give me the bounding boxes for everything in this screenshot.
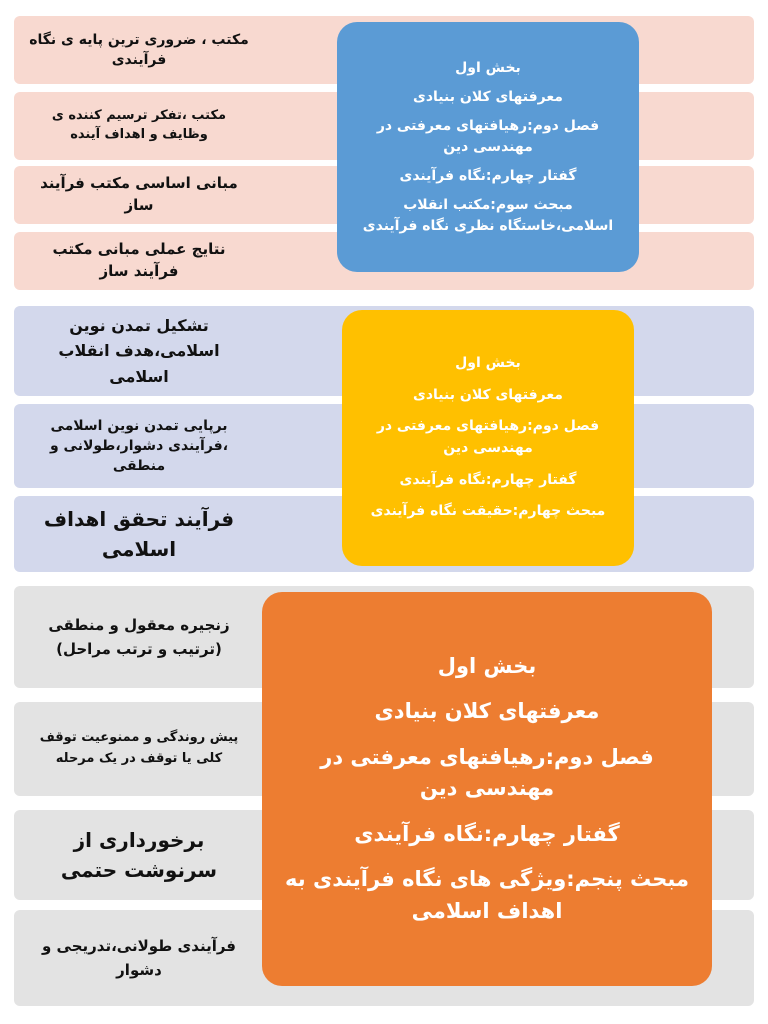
section1-part-subtitle: معرفتهای کلان بنیادی: [413, 88, 563, 105]
section3-discourse: گفتار چهارم:نگاه فرآیندی: [354, 821, 620, 846]
section1-part-title: بخش اول: [455, 59, 521, 76]
section3-item-4-text: فرآیندی طولانی،تدریجی و دشوار: [42, 937, 236, 979]
section3-part-title: بخش اول: [437, 653, 537, 678]
section1-item-1-text: مکتب ، ضروری ترین پایه ی نگاه فرآیندی: [29, 31, 249, 68]
section2-topic: مبحث چهارم:حقیقت نگاه فرآیندی: [370, 503, 606, 520]
section1-heading-box: [337, 22, 639, 272]
section1-discourse: گفتار چهارم:نگاه فرآیندی: [399, 167, 577, 184]
section3-chapter: فصل دوم:رهیافتهای معرفتی در مهندسی دین: [320, 744, 654, 801]
section3-item-1-text: زنجیره معقول و منطقی (ترتیب و ترتب مراحل): [48, 616, 230, 658]
section3-heading-box: [262, 592, 712, 986]
section2-chapter: فصل دوم:رهیافتهای معرفتی در مهندسی دین: [376, 418, 600, 456]
section2-heading-box: [342, 310, 634, 566]
section1-chapter: فصل دوم:رهیافتهای معرفتی در مهندسی دین: [376, 117, 600, 155]
section2-part-subtitle: معرفتهای کلان بنیادی: [413, 386, 563, 403]
section1-item-2-text: مکتب ،تفکر ترسیم کننده ی وظایف و اهداف آینده: [51, 108, 227, 142]
section3-item-3-text: برخورداری از سرنوشت حتمی: [60, 828, 218, 882]
section2-item-2-text: برپایی تمدن نوین اسلامی ،فرآیندی دشوار،طولانی و منطقی: [49, 417, 229, 475]
section2-item-3-text: فرآیند تحقق اهداف اسلامی: [43, 507, 235, 561]
section2-part-title: بخش اول: [455, 354, 521, 371]
section2-item-1-text: تشکیل تمدن نوین اسلامی،هدف انقلاب اسلامی: [58, 315, 220, 386]
section1-item-4-text: نتایج عملی مبانی مکتب فرآیند ساز: [52, 240, 226, 280]
section1-item-3-text: مبانی اساسی مکتب فرآیند ساز: [40, 174, 238, 214]
section3-item-2-text: پیش روندگی و ممنوعیت توقف کلی یا توقف در یک مرحله: [39, 730, 239, 766]
section1-topic: مبحث سوم:مکتب انقلاب اسلامی،خاستگاه نظری نگاه فرآیندی: [362, 196, 614, 234]
section2-discourse: گفتار چهارم:نگاه فرآیندی: [399, 471, 577, 488]
section3-topic: مبحث پنجم:ویژگی های نگاه فرآیندی به اهداف اسلامی: [285, 867, 689, 923]
section3-part-subtitle: معرفتهای کلان بنیادی: [374, 699, 600, 724]
